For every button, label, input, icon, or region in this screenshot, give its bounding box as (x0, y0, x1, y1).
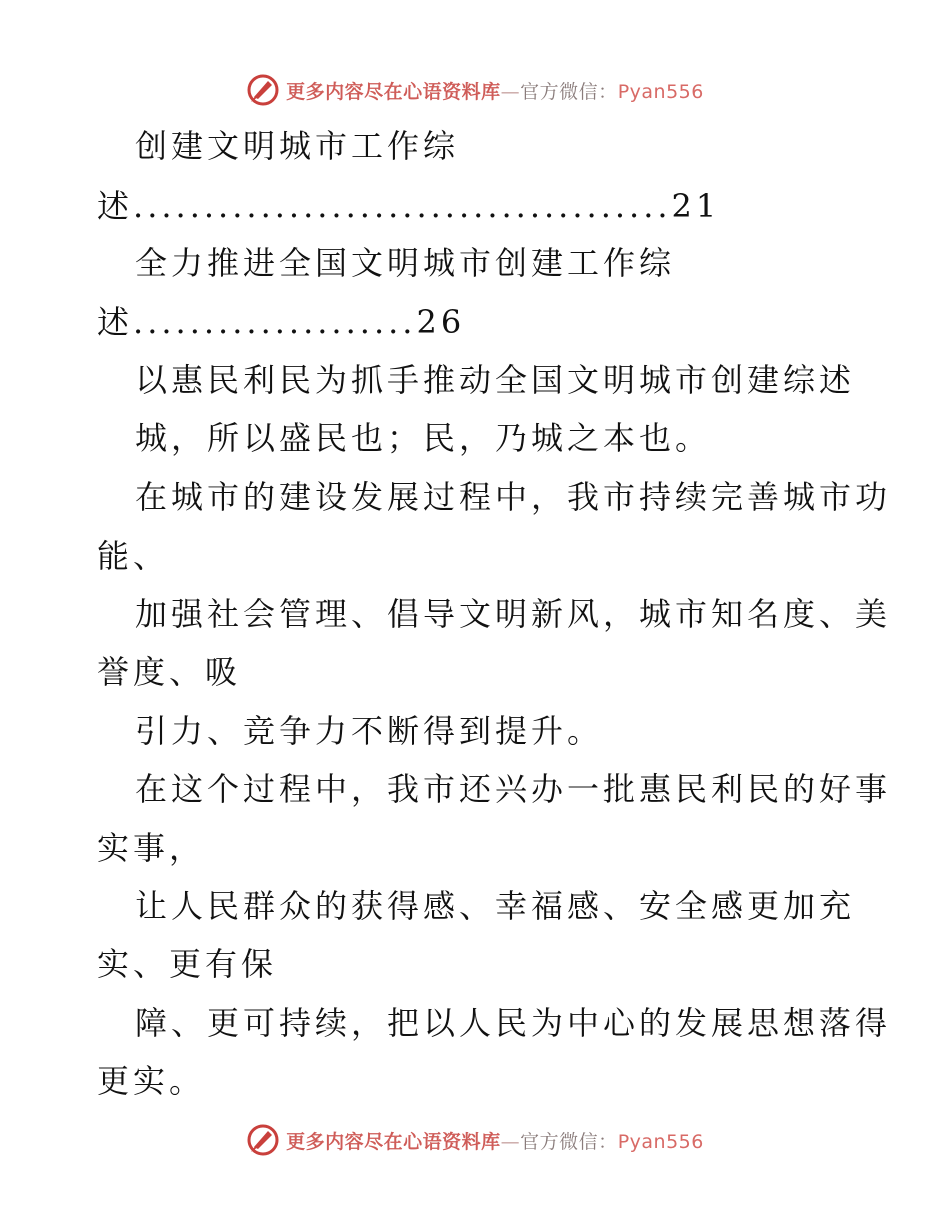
paragraph-line: 实事， (97, 829, 206, 867)
watermark-dash: — (500, 80, 521, 103)
paragraph-line: 引力、竞争力不断得到提升。 (135, 712, 604, 750)
article-heading: 以惠民利民为抓手推动全国文明城市创建综述 (135, 361, 856, 399)
paragraph-line: 更实。 (97, 1062, 206, 1100)
watermark-handle: Pyan556 (617, 80, 704, 103)
paragraph-line: 障、更可持续，把以人民为中心的发展思想落得 (135, 1004, 892, 1042)
toc-entry-page: 21 (671, 187, 721, 225)
toc-entry-page: 26 (416, 303, 466, 341)
pen-logo-icon (246, 1123, 280, 1157)
toc-entry-dots: .................... (133, 303, 417, 341)
watermark-text (286, 1127, 704, 1154)
watermark-label: 官方微信： (520, 80, 618, 103)
paragraph-line: 在这个过程中，我市还兴办一批惠民利民的好事 (135, 770, 892, 808)
paragraph-line: 在城市的建设发展过程中，我市持续完善城市功 (135, 478, 892, 516)
watermark-prefix: 更多内容尽在心语资料库 (286, 80, 501, 103)
footer-watermark (0, 1120, 950, 1160)
toc-entry-tail: 述 (97, 187, 134, 225)
paragraph-line: 誉度、吸 (97, 653, 242, 691)
toc-entry-tail: 述 (97, 303, 134, 341)
watermark-prefix: 更多内容尽在心语资料库 (286, 1130, 501, 1153)
header-watermark (0, 70, 950, 110)
toc-entry-leader (97, 303, 466, 341)
toc-entry-dots: ...................................... (133, 187, 672, 225)
paragraph-line: 加强社会管理、倡导文明新风，城市知名度、美 (135, 595, 892, 633)
paragraph-line: 实、更有保 (97, 945, 278, 983)
watermark-label: 官方微信： (520, 1130, 618, 1153)
toc-entry-title: 创建文明城市工作综 (135, 127, 460, 165)
watermark-dash: — (500, 1130, 521, 1153)
toc-entry-leader (97, 187, 721, 225)
paragraph-line: 城，所以盛民也；民，乃城之本也。 (135, 419, 712, 457)
watermark-handle: Pyan556 (617, 1130, 704, 1153)
toc-entry-title: 全力推进全国文明城市创建工作综 (135, 244, 676, 282)
watermark-text (286, 77, 704, 104)
paragraph-line: 让人民群众的获得感、幸福感、安全感更加充 (135, 887, 856, 925)
paragraph-line: 能、 (97, 537, 170, 575)
pen-logo-icon (246, 73, 280, 107)
